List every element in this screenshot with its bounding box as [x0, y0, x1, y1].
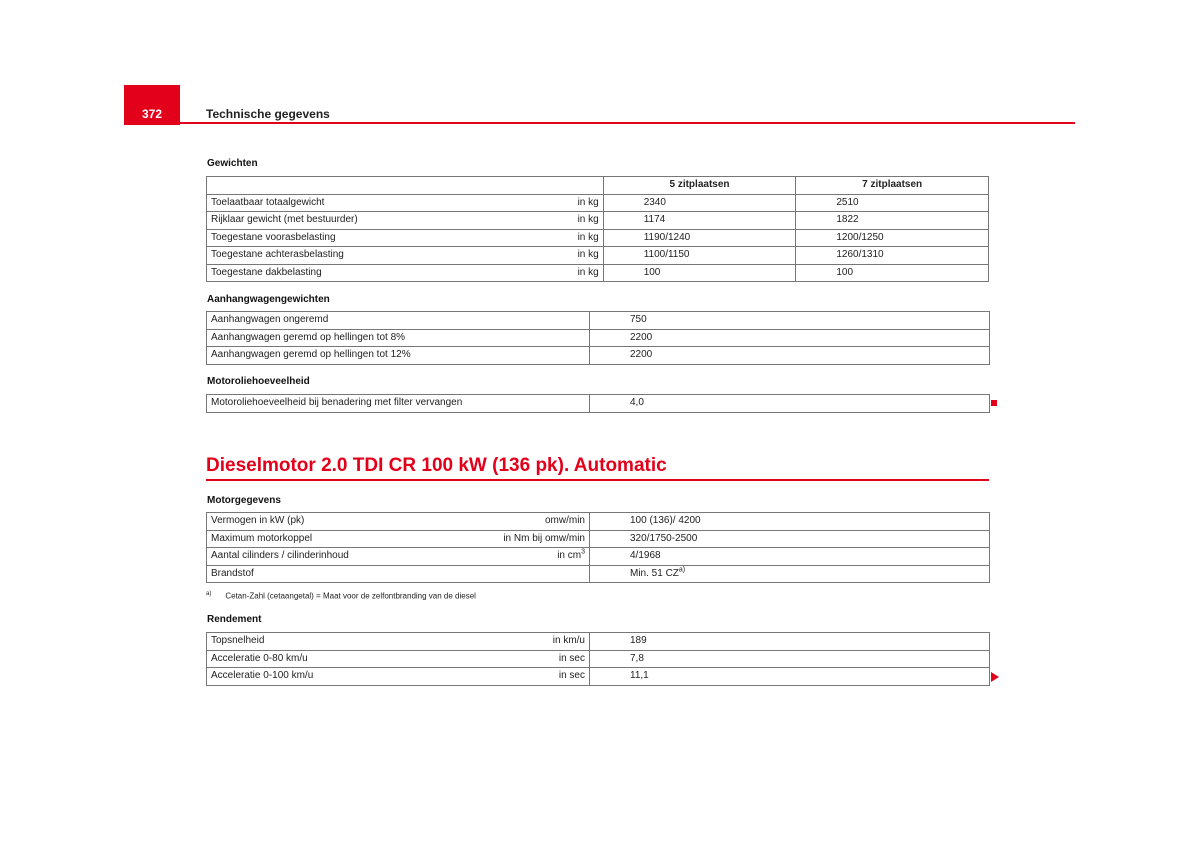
row-label [207, 264, 604, 282]
row-label [207, 229, 604, 247]
oil-title: Motoroliehoeveelheid [207, 376, 310, 387]
page-number: 372 [124, 85, 180, 125]
engine-table [206, 512, 990, 583]
row-label [207, 513, 590, 531]
table-row [207, 347, 990, 365]
table-row [207, 312, 990, 330]
row-label-text: Toelaatbaar totaalgewicht [211, 196, 325, 208]
row-label: Aanhangwagen geremd op hellingen tot 12% [207, 347, 590, 365]
row-unit: in kg [577, 196, 599, 208]
row-unit: in Nm bij omw/min [503, 532, 585, 544]
header-divider [180, 122, 1075, 124]
row-value: 750 [590, 312, 990, 330]
row-label-text: Acceleratie 0-100 km/u [211, 670, 314, 681]
row-value-5: 100 [603, 264, 796, 282]
performance-table [206, 632, 990, 686]
continue-arrow-icon [991, 672, 999, 682]
row-unit: in kg [577, 266, 599, 278]
section-heading: Dieselmotor 2.0 TDI CR 100 kW (136 pk). Automatic [206, 455, 667, 476]
table-row [207, 650, 990, 668]
table-header-cell: 7 zitplaatsen [796, 177, 989, 195]
row-label-text: Toegestane dakbelasting [211, 266, 322, 278]
row-label [207, 668, 590, 686]
row-value-7: 2510 [796, 194, 989, 212]
footnote-mark: a) [206, 591, 212, 597]
row-unit: in kg [577, 231, 599, 243]
footnote-reference: a) [678, 566, 686, 574]
row-label [207, 565, 590, 583]
row-label: Motoroliehoeveelheid bij benadering met filter vervangen [207, 395, 590, 413]
row-unit: in kg [577, 214, 599, 225]
trailer-title: Aanhangwagengewichten [207, 294, 330, 305]
row-value-7: 100 [796, 264, 989, 282]
row-label [207, 633, 590, 651]
row-unit: in sec [558, 652, 585, 664]
row-label-text: Maximum motorkoppel [211, 532, 313, 544]
footnote [206, 591, 476, 601]
row-value [590, 565, 990, 583]
row-label-text: Toegestane achterasbelasting [211, 249, 344, 260]
row-value: 11,1 [590, 668, 990, 686]
table-row [207, 668, 990, 686]
table-row [207, 264, 989, 282]
row-unit [557, 548, 585, 565]
row-value-text: Min. 51 CZ [630, 567, 679, 579]
row-value-5: 1190/1240 [603, 229, 796, 247]
row-label: Aanhangwagen geremd op hellingen tot 8% [207, 329, 590, 347]
row-unit: in kg [577, 249, 599, 260]
table-row [207, 633, 990, 651]
row-value-5: 1100/1150 [603, 247, 796, 265]
table-row [207, 513, 990, 531]
table-row [207, 395, 990, 413]
row-value: 4,0 [590, 395, 990, 413]
table-row [207, 530, 990, 548]
row-label-text: Rijklaar gewicht (met bestuurder) [211, 214, 358, 225]
table-row [207, 247, 989, 265]
row-label [207, 194, 604, 212]
row-label-text: Toegestane voorasbelasting [211, 231, 336, 243]
row-label [207, 530, 590, 548]
oil-table [206, 394, 990, 413]
table-row [207, 565, 990, 583]
row-value: 100 (136)/ 4200 [590, 513, 990, 531]
row-value-7: 1260/1310 [796, 247, 989, 265]
row-value-7: 1822 [796, 212, 989, 230]
row-value: 4/1968 [590, 548, 990, 566]
row-value-5: 1174 [603, 212, 796, 230]
row-label [207, 650, 590, 668]
row-label-text: Aantal cilinders / cilinderinhoud [211, 550, 349, 561]
row-label [207, 212, 604, 230]
row-unit: in km/u [552, 635, 585, 646]
row-value: 320/1750-2500 [590, 530, 990, 548]
row-value-5: 2340 [603, 194, 796, 212]
row-label [207, 548, 590, 566]
row-value: 189 [590, 633, 990, 651]
weights-title: Gewichten [207, 158, 258, 169]
row-value: 2200 [590, 347, 990, 365]
table-header-row [207, 177, 989, 195]
footnote-text: Cetan-Zahl (cetaangetal) = Maat voor de zelfontbranding van de diesel [225, 591, 476, 601]
table-header-cell [207, 177, 604, 195]
row-unit-text: in cm [557, 550, 582, 561]
row-label-text: Vermogen in kW (pk) [211, 515, 305, 526]
heading-divider [206, 479, 989, 481]
table-row [207, 329, 990, 347]
row-label [207, 247, 604, 265]
weights-table [206, 176, 989, 282]
page-header-title: Technische gegevens [206, 107, 330, 121]
row-label-text: Acceleratie 0-80 km/u [211, 652, 308, 664]
section-end-marker [991, 400, 997, 406]
row-value: 7,8 [590, 650, 990, 668]
row-unit: omw/min [544, 515, 585, 526]
row-value-7: 1200/1250 [796, 229, 989, 247]
table-row [207, 212, 989, 230]
table-header-cell: 5 zitplaatsen [603, 177, 796, 195]
row-label: Aanhangwagen ongeremd [207, 312, 590, 330]
row-unit: in sec [558, 670, 585, 681]
row-label-text: Brandstof [211, 567, 254, 579]
table-row [207, 548, 990, 566]
table-row [207, 194, 989, 212]
performance-title: Rendement [207, 614, 262, 625]
row-label-text: Topsnelheid [211, 635, 265, 646]
row-value: 2200 [590, 329, 990, 347]
trailer-table [206, 311, 990, 365]
engine-title: Motorgegevens [207, 495, 281, 506]
row-unit-superscript: 3 [581, 548, 585, 556]
table-row [207, 229, 989, 247]
